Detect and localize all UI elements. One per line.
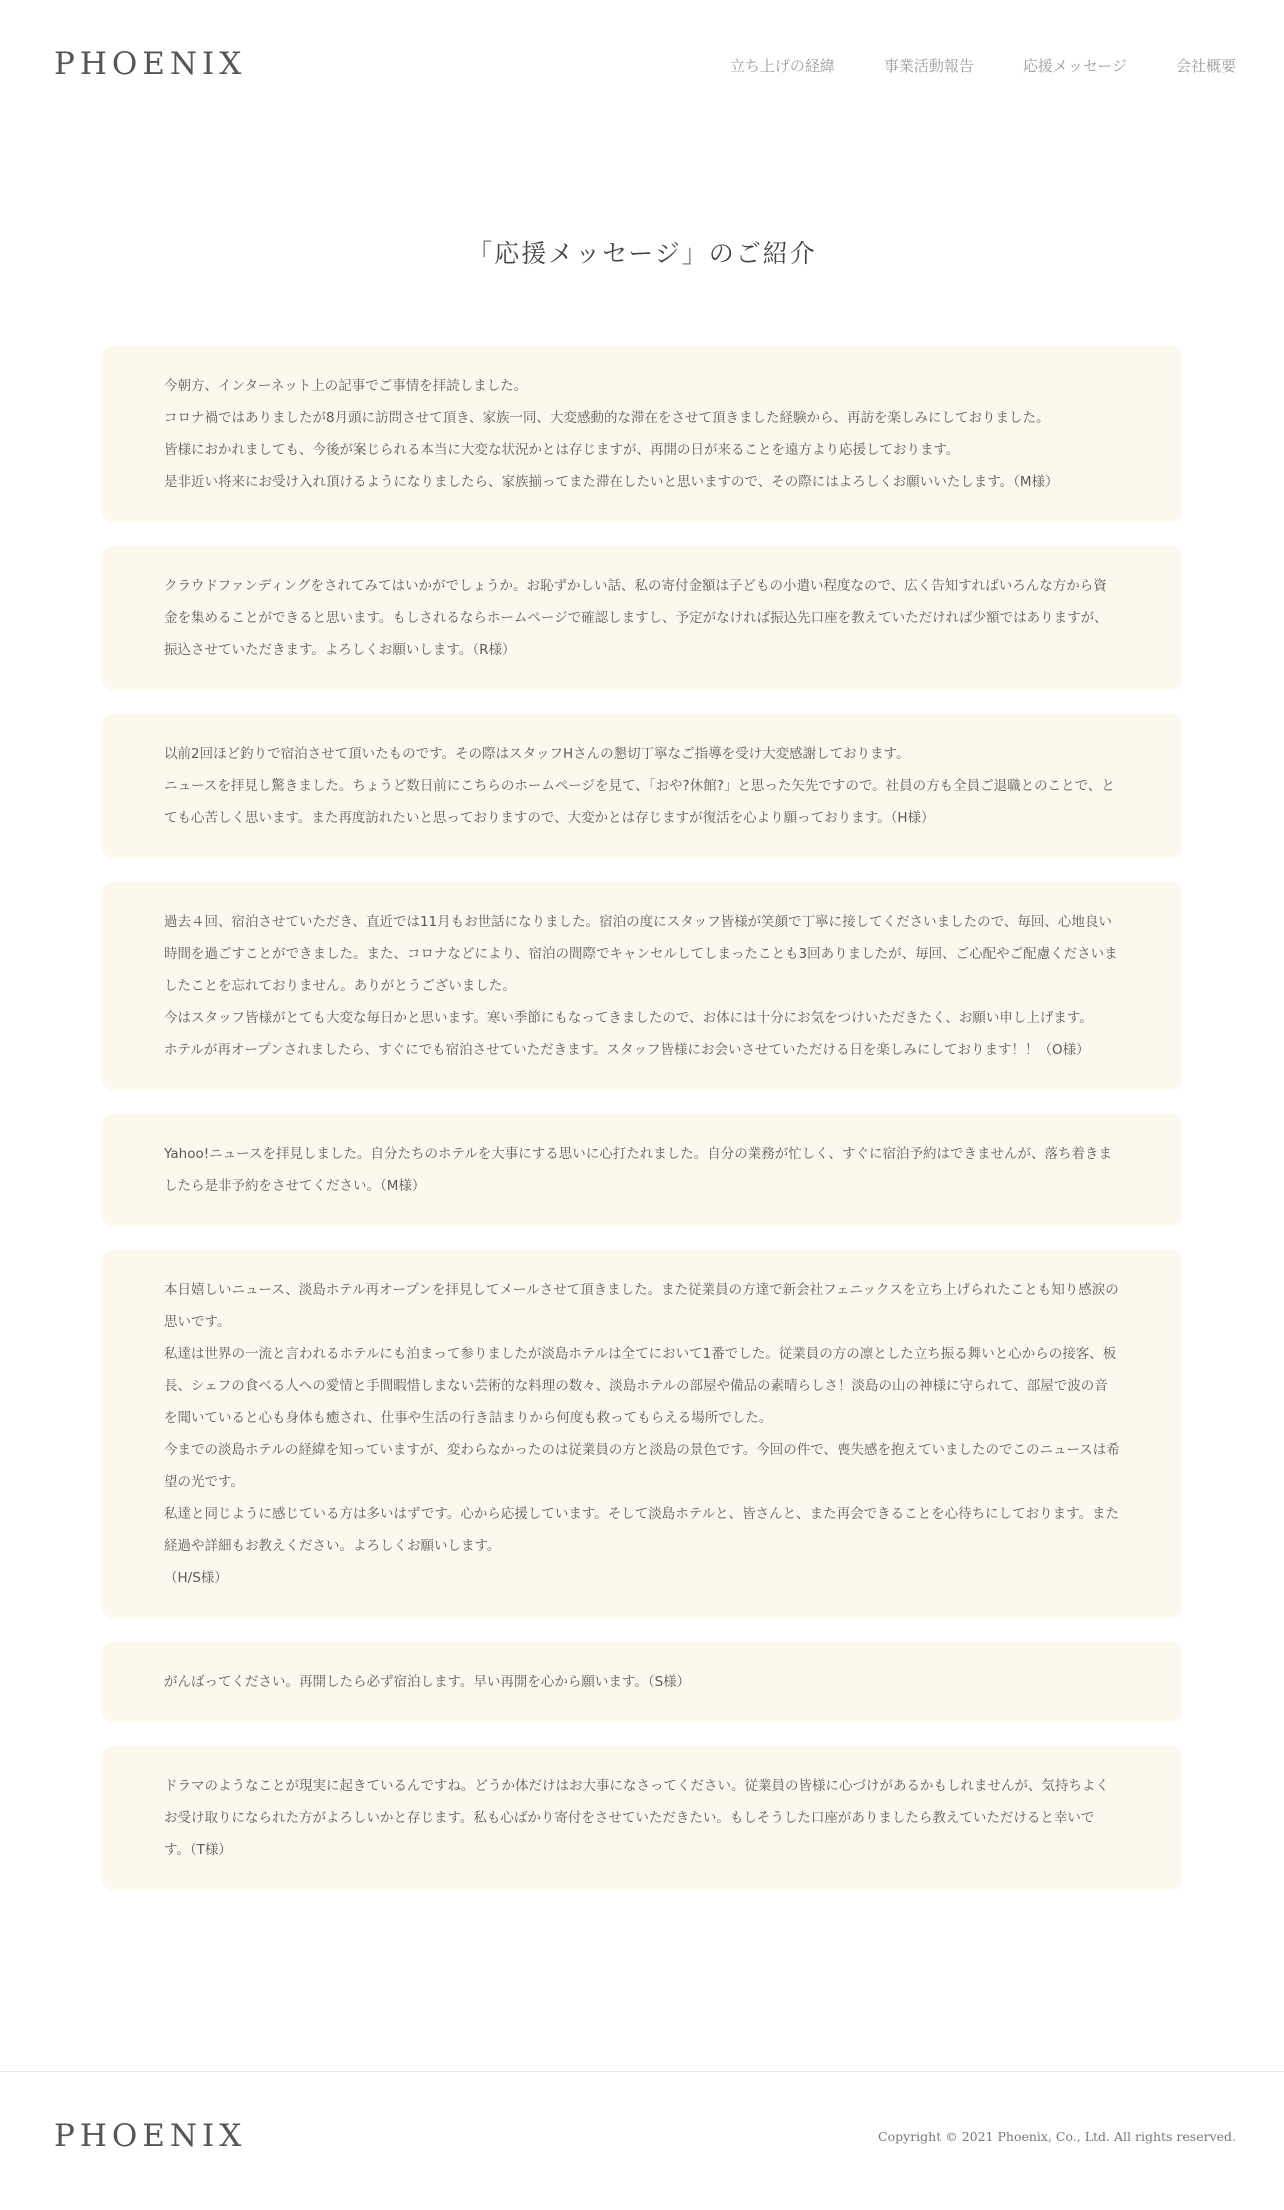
message-card xyxy=(102,1114,1182,1226)
message-text: 本日嬉しいニュース、淡島ホテル再オープンを拝見してメールさせて頂きました。また従業員の方達で新会社フェニックスを立ち上げられたことも知り感涙の思いです。 xyxy=(164,1282,1119,1330)
message-text: コロナ禍ではありましたが8月頭に訪問させて頂き、家族一同、大変感動的な滞在をさせて頂きました経験から、再訪を楽しみにしておりました。 xyxy=(164,410,1050,426)
message-text: 今朝方、インターネット上の記事でご事情を拝読しました。 xyxy=(164,378,528,394)
nav-item-history[interactable]: 立ち上げの経緯 xyxy=(729,57,835,75)
message-text: クラウドファンディングをされてみてはいかがでしょうか。お恥ずかしい話、私の寄付金額は子どもの小遣い程度なので、広く告知すればいろんな方から資金を集めることができると思います。もしされるならホームページで確認しますし、予定がなければ振込先口座を教えていただければ少額ではありますが、振込させていただきます。よろしくお願いします。（R様） xyxy=(164,578,1108,658)
main-nav xyxy=(730,55,1236,76)
footer-logo[interactable]: PHOENIX xyxy=(54,2118,247,2154)
message-card xyxy=(102,1642,1182,1722)
logo[interactable]: PHOENIX xyxy=(54,46,247,82)
message-list xyxy=(102,346,1182,1914)
site-header xyxy=(0,0,1284,130)
message-text: ホテルが再オープンされましたら、すぐにでも宿泊させていただきます。スタッフ皆様にお会いさせていただける日を楽しみにしております！！（O様） xyxy=(164,1042,1090,1058)
message-card xyxy=(102,1250,1182,1618)
message-card xyxy=(102,882,1182,1090)
copyright: Copyright © 2021 Phoenix, Co., Ltd. All rights reserved. xyxy=(878,2129,1236,2144)
message-text: ドラマのようなことが現実に起きているんですね。どうか体だけはお大事になさってください。従業員の皆様に心づけがあるかもしれませんが、気持ちよくお受け取りになられた方がよろしいかと存じます。私も心ばかり寄付をさせていただきたい。もしそうした口座がありましたら教えていただけると幸いです。（T様） xyxy=(164,1778,1109,1858)
message-text: 私達と同じように感じている方は多いはずです。心から応援しています。そして淡島ホテルと、皆さんと、また再会できることを心待ちにしております。また経過や詳細もお教えください。よろしくお願いします。 xyxy=(164,1506,1119,1554)
nav-item-support-messages[interactable]: 応援メッセージ xyxy=(1022,57,1127,75)
message-text: Yahoo!ニュースを拝見しました。自分たちのホテルを大事にする思いに心打たれました。自分の業務が忙しく、すぐに宿泊予約はできませんが、落ち着きましたら是非予約をさせてください。（M様） xyxy=(164,1146,1113,1194)
site-footer xyxy=(0,2071,1284,2210)
nav-item-activity-report[interactable]: 事業活動報告 xyxy=(883,57,974,75)
message-card xyxy=(102,714,1182,858)
message-text: ニュースを拝見し驚きました。ちょうど数日前にこちらのホームページを見て、「おや?休館?」と思った矢先ですので。社員の方も全員ご退職とのことで、とても心苦しく思います。また再度訪れたいと思っておりますので、大変かとは存じますが復活を心より願っております。（H様） xyxy=(164,778,1115,826)
message-text: がんばってください。再開したら必ず宿泊します。早い再開を心から願います。（S様） xyxy=(164,1674,691,1690)
message-text: 今はスタッフ皆様がとても大変な毎日かと思います。寒い季節にもなってきましたので、お体には十分にお気をつけいただきたく、お願い申し上げます。 xyxy=(164,1010,1093,1026)
message-text: 以前2回ほど釣りで宿泊させて頂いたものです。その際はスタッフHさんの懇切丁寧なご指導を受け大変感謝しております。 xyxy=(164,746,910,762)
message-text: 皆様におかれましても、今後が案じられる本当に大変な状況かとは存じますが、再開の日が来ることを遠方より応援しております。 xyxy=(164,442,960,458)
message-card xyxy=(102,546,1182,690)
message-text: 過去４回、宿泊させていただき、直近では11月もお世話になりました。宿泊の度にスタッフ皆様が笑顔で丁寧に接してくださいましたので、毎回、心地良い時間を過ごすことができました。また、コロナなどにより、宿泊の間際でキャンセルしてしまったことも3回ありましたが、毎回、ご心配やご配慮くださいましたことを忘れておりません。ありがとうございました。 xyxy=(164,914,1118,994)
message-text: （H/S様） xyxy=(164,1570,228,1586)
message-text: 今までの淡島ホテルの経緯を知っていますが、変わらなかったのは従業員の方と淡島の景色です。今回の件で、喪失感を抱えていましたのでこのニュースは希望の光です。 xyxy=(164,1442,1120,1490)
message-text: 是非近い将来にお受け入れ頂けるようになりましたら、家族揃ってまた滞在したいと思いますので、その際にはよろしくお願いいたします。（M様） xyxy=(164,474,1059,490)
message-card xyxy=(102,346,1182,522)
page-title: 「応援メッセージ」のご紹介 xyxy=(467,239,817,268)
nav-item-company-overview[interactable]: 会社概要 xyxy=(1175,57,1236,75)
message-card xyxy=(102,1746,1182,1890)
message-text: 私達は世界の一流と言われるホテルにも泊まって参りましたが淡島ホテルは全てにおいて1番でした。従業員の方の凛とした立ち振る舞いと心からの接客、板長、シェフの食べる人への愛情と手間暇惜しまない芸術的な料理の数々、淡島ホテルの部屋や備品の素晴らしさ！淡島の山の神様に守られて、部屋で波の音を聞いていると心も身体も癒され、仕事や生活の行き詰まりから何度も救ってもらえる場所でした。 xyxy=(164,1346,1117,1426)
